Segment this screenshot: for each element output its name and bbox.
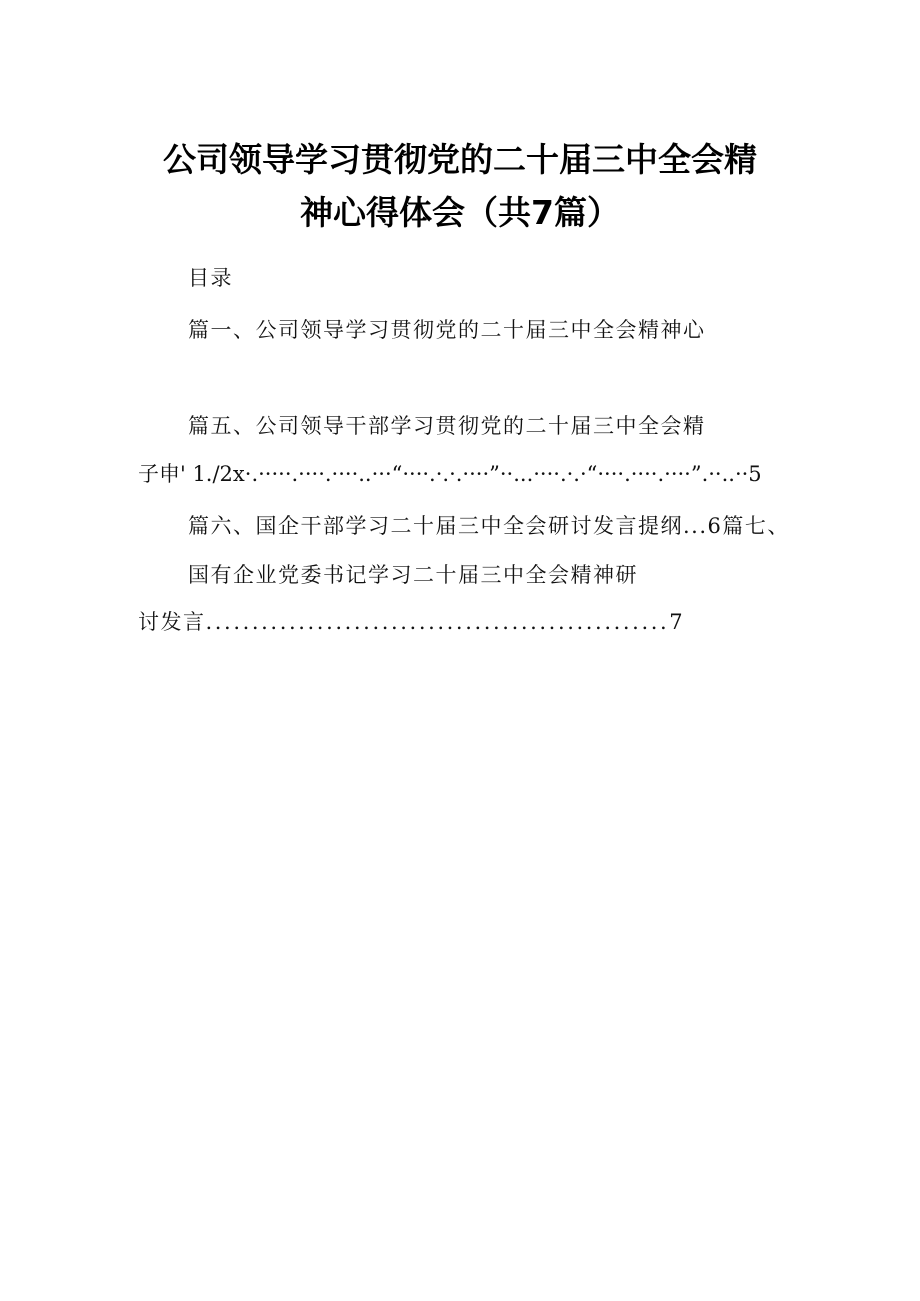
toc-page-number: 7 (669, 610, 685, 634)
toc-dot-leader: .................................................. (205, 610, 670, 634)
toc-entry-7-line-1: 国有企业党委书记学习二十届三中全会精神研 (188, 563, 638, 587)
toc-entry-5-line-2: 子申' 1./2x·.·····.····.····..···“····.·.·.····”··...····.·.·“····.····.····”.··..··5 (138, 462, 762, 486)
toc-entry-1: 篇一、公司领导学习贯彻党的二十届三中全会精神心 (188, 318, 706, 342)
toc-entry-7-line-2 (138, 606, 684, 636)
toc-entry-6: 篇六、国企干部学习二十届三中全会研讨发言提纲...6篇七、 (188, 514, 790, 538)
toc-entry-5-line-1: 篇五、公司领导干部学习贯彻党的二十届三中全会精 (188, 414, 706, 438)
document-title-line-2: 神心得体会（共7篇） (300, 193, 620, 232)
document-title-line-1: 公司领导学习贯彻党的二十届三中全会精 (163, 140, 757, 179)
toc-entry-7-text: 讨发言 (138, 610, 206, 634)
toc-heading: 目录 (188, 266, 233, 290)
